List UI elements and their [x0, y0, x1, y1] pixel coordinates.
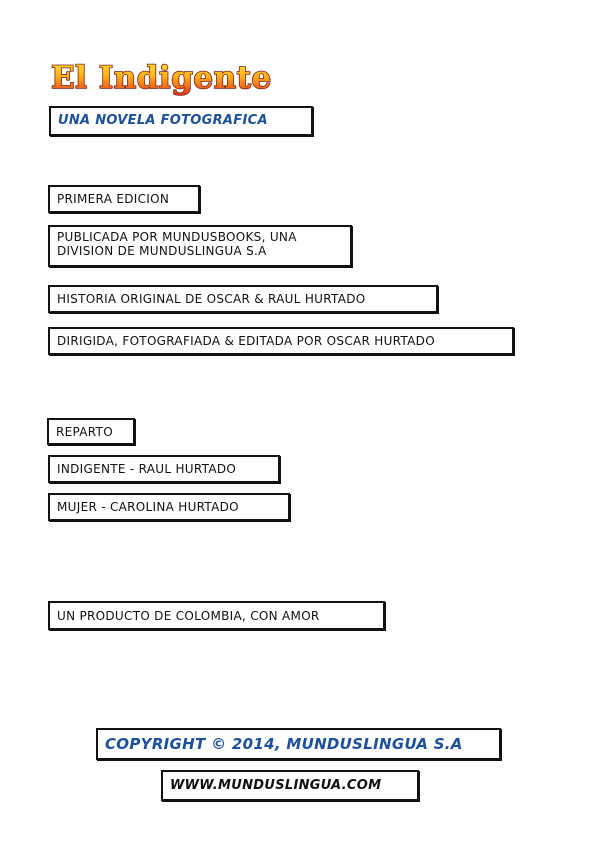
- copyright-box: [96, 728, 501, 760]
- cast-item-2: [48, 493, 290, 521]
- cast-item-1: [48, 455, 280, 483]
- subtitle-box: [49, 106, 313, 136]
- subtitle-text: UNA NOVELA FOTOGRAFICA: [58, 113, 268, 128]
- edition-box: [48, 185, 200, 213]
- product-box: [48, 601, 385, 630]
- website-box: [161, 770, 419, 801]
- cast-item-2-text: MUJER - CAROLINA HURTADO: [57, 500, 239, 514]
- cast-heading-text: REPARTO: [56, 425, 113, 439]
- title-logo-text: El Indigente: [51, 60, 272, 96]
- publisher-line-2: DIVISION DE MUNDUSLINGUA S.A: [57, 244, 267, 258]
- copyright-text: COPYRIGHT © 2014, MUNDUSLINGUA S.A: [105, 735, 463, 753]
- story-text: HISTORIA ORIGINAL DE OSCAR & RAUL HURTADO: [57, 292, 366, 306]
- publisher-line-1: PUBLICADA POR MUNDUSBOOKS, UNA: [57, 230, 297, 244]
- website-link[interactable]: WWW.MUNDUSLINGUA.COM: [170, 778, 382, 793]
- edition-text: PRIMERA EDICION: [57, 192, 170, 206]
- story-box: [48, 285, 438, 313]
- product-text: UN PRODUCTO DE COLOMBIA, CON AMOR: [57, 609, 320, 623]
- directed-box: [48, 327, 514, 355]
- directed-text: DIRIGIDA, FOTOGRAFIADA & EDITADA POR OSCAR HURTADO: [57, 334, 435, 348]
- cast-heading-box: [47, 418, 135, 445]
- publisher-box: [48, 225, 352, 267]
- title-logo: [48, 55, 298, 99]
- cast-item-1-text: INDIGENTE - RAUL HURTADO: [57, 462, 237, 476]
